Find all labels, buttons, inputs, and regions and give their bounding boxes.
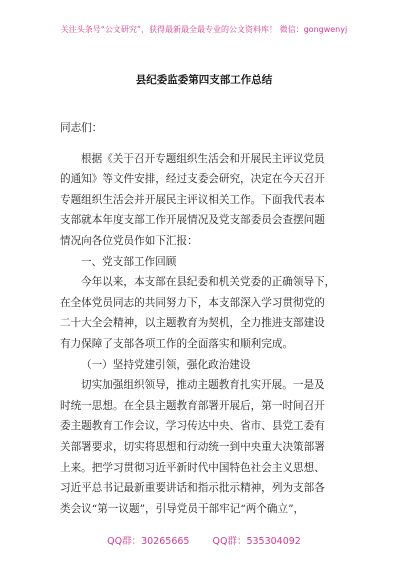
footer-contact <box>0 533 408 547</box>
body-line: 关部署要求，切实将思想和行动统一到中央重大决策部署 <box>60 440 325 453</box>
subsection-heading: （一）坚持党建引领，强化政治建设 <box>81 358 251 371</box>
section-heading: 一、党支部工作回顾 <box>81 255 177 268</box>
body-line: 有力保障了支部各项工作的全面落实和顺利完成。 <box>60 337 294 350</box>
body-line: 时统一思想。在全县主题教育部署开展后，第一时间召开 <box>60 399 325 412</box>
body-line: 切实加强组织领导，推动主题教育扎实开展。一是及 <box>81 379 325 392</box>
body-line: 习近平总书记最新重要讲话和指示批示精神，列为支部各 <box>60 482 325 495</box>
body-line: 类会议“第一议题”，引导党员干部牢记“两个确立”， <box>60 502 305 515</box>
body-line: 在全体党员同志的共同努力下，本支部深入学习贯彻党的 <box>60 296 325 309</box>
document-title: 县纪委监委第四支部工作总结 <box>135 74 273 86</box>
body-line: 委主题教育工作会议，学习传达中央、省市、县党工委有 <box>60 420 325 433</box>
salutation: 同志们： <box>60 122 103 134</box>
body-line: 支部就本年度支部工作开展情况及党支部委员会查摆问题 <box>60 214 325 227</box>
body-line: 今年以来，本支部在县纪委和机关党委的正确领导下， <box>81 276 336 289</box>
header-notice: 关注头条号“公文研究”，获得最新最全最专业的公文资料库！ 微信：gongwenyj <box>60 25 348 34</box>
body-line: 二十大全会精神，以主题教育为契机，全力推进支部建设 <box>60 317 325 330</box>
footer-qq-group-2: QQ群：535304092 <box>212 536 301 547</box>
paragraph-gap <box>60 139 350 149</box>
body-line: 专题组织生活会并开展民主评议相关工作。下面我代表本 <box>60 193 325 206</box>
body-line: 上来。把学习贯彻习近平新时代中国特色社会主义思想、 <box>60 461 325 474</box>
body-line: 根据《关于召开专题组织生活会和开展民主评议党员 <box>81 152 325 165</box>
body-line: 的通知》等文件安排，经过支委会研究，决定在今天召开 <box>60 173 325 186</box>
document-body <box>60 118 350 519</box>
body-line: 情况向各位党员作如下汇报： <box>60 234 198 247</box>
footer-qq-group-1: QQ群：30265665 <box>107 536 190 547</box>
